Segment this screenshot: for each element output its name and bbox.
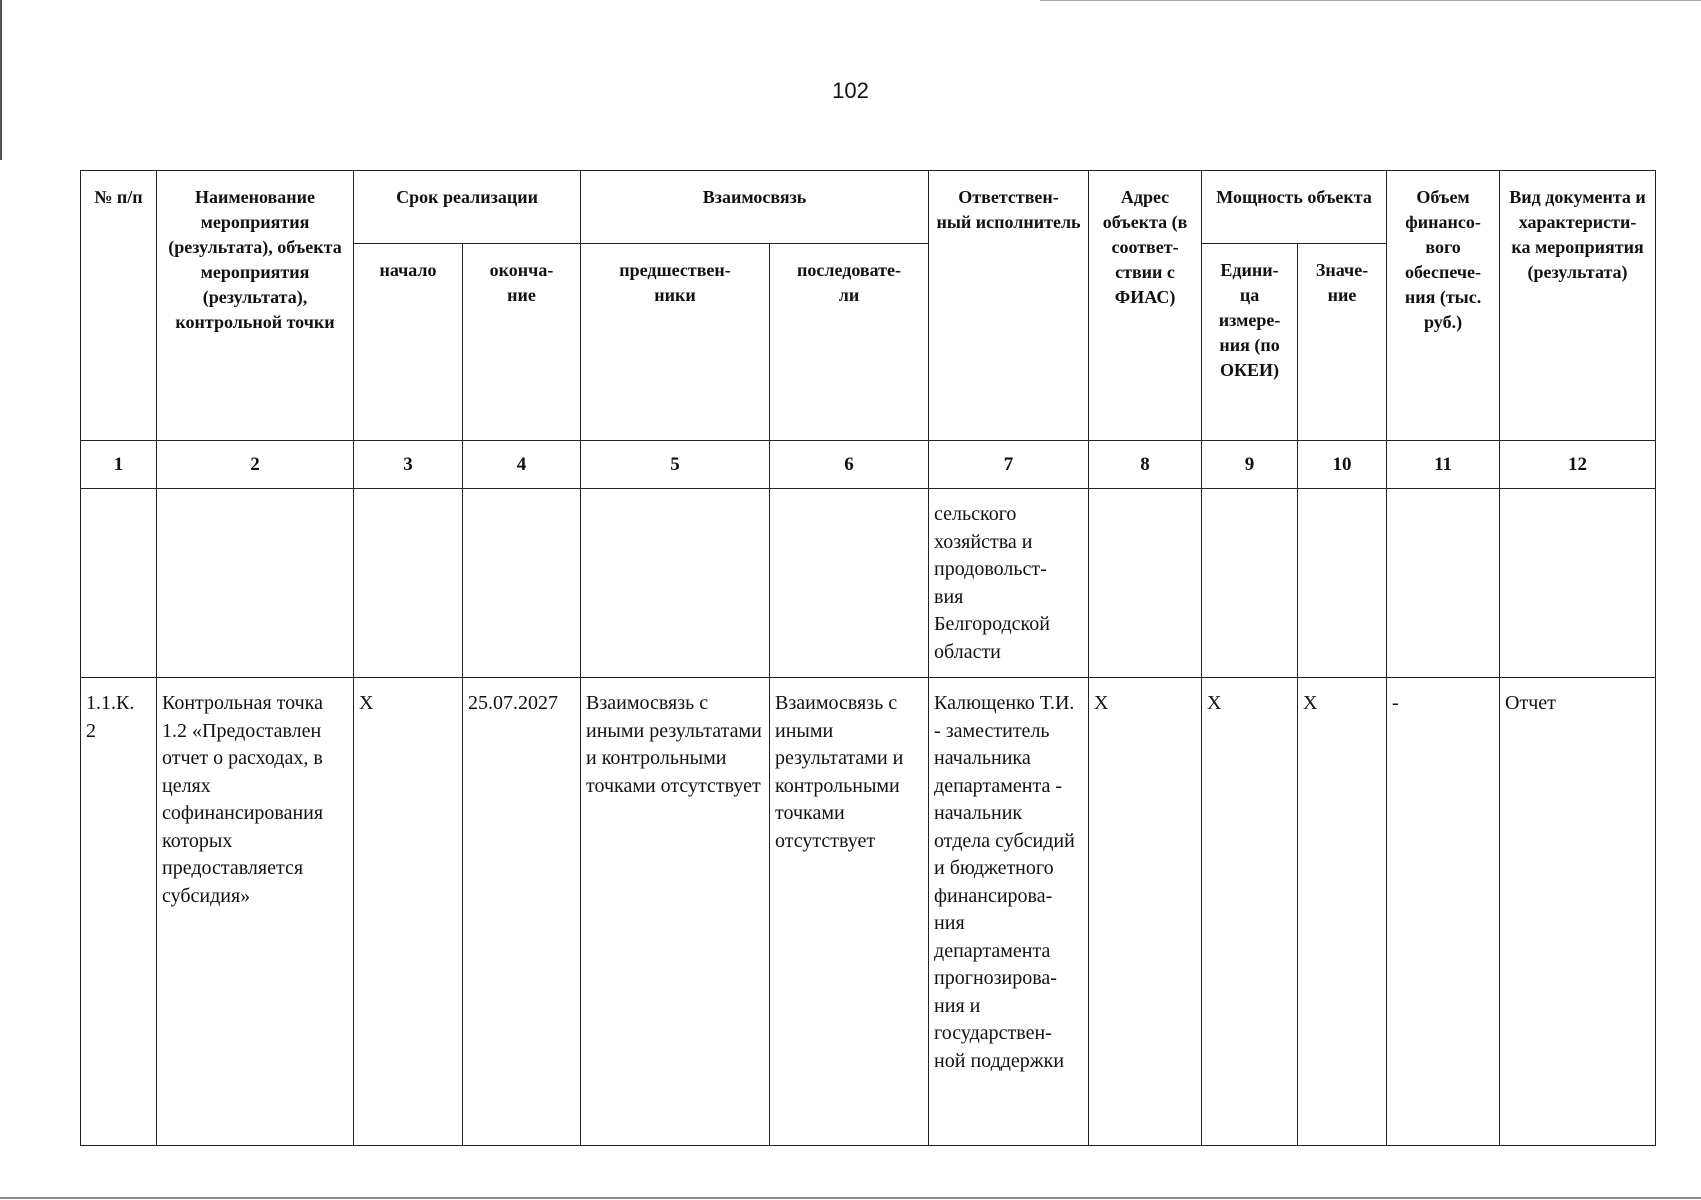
cell-successors: Взаимосвязь с иными результатами и контрольными точками отсутствует: [770, 678, 929, 1146]
cell-finance: [1387, 489, 1500, 678]
header-number: № п/п: [81, 171, 157, 441]
cell-name: Контрольная точка 1.2 «Предоставлен отчет о расходах, в целях софинансирования которых предоставляется субсидия»: [157, 678, 354, 1146]
column-number: 11: [1387, 441, 1500, 489]
header-responsible: Ответствен- ный исполнитель: [929, 171, 1089, 441]
column-number: 6: [770, 441, 929, 489]
plan-table: [80, 170, 1656, 1146]
header-capacity: Мощность объекта: [1202, 171, 1387, 244]
cell-document: Отчет: [1500, 678, 1656, 1146]
cell-address: Х: [1089, 678, 1202, 1146]
cell-name: [157, 489, 354, 678]
cell-unit: Х: [1202, 678, 1298, 1146]
column-number-row: [81, 441, 1656, 489]
cell-predecessors: [581, 489, 770, 678]
header-value: Значе- ние: [1298, 244, 1387, 441]
cell-start: [354, 489, 463, 678]
cell-start: Х: [354, 678, 463, 1146]
column-number: 10: [1298, 441, 1387, 489]
scan-line: [0, 1197, 1701, 1199]
cell-end: 25.07.2027: [463, 678, 581, 1146]
column-number: 9: [1202, 441, 1298, 489]
cell-address: [1089, 489, 1202, 678]
cell-number: [81, 489, 157, 678]
table-row: [81, 489, 1656, 678]
header-unit: Едини- ца измере- ния (по ОКЕИ): [1202, 244, 1298, 441]
cell-number: 1.1.К. 2: [81, 678, 157, 1146]
cell-value: Х: [1298, 678, 1387, 1146]
header-start: начало: [354, 244, 463, 441]
cell-document: [1500, 489, 1656, 678]
cell-responsible: Калющенко Т.И. - заместитель начальника департамента - начальник отдела субсидий и бюджетного финансирова- ния департамента прогнозирова- ния и государствен- ной поддержки: [929, 678, 1089, 1146]
column-number: 4: [463, 441, 581, 489]
page-number: 102: [832, 78, 869, 103]
header-link: Взаимосвязь: [581, 171, 929, 244]
column-number: 1: [81, 441, 157, 489]
cell-finance: -: [1387, 678, 1500, 1146]
header-end: оконча- ние: [463, 244, 581, 441]
header-predecessors: предшествен- ники: [581, 244, 770, 441]
header-finance: Объем финансо- вого обеспече- ния (тыс. руб.): [1387, 171, 1500, 441]
column-number: 7: [929, 441, 1089, 489]
cell-unit: [1202, 489, 1298, 678]
cell-value: [1298, 489, 1387, 678]
cell-successors: [770, 489, 929, 678]
cell-predecessors: Взаимосвязь с иными результатами и контрольными точками отсутствует: [581, 678, 770, 1146]
column-number: 5: [581, 441, 770, 489]
scan-line: [1040, 0, 1701, 1]
column-number: 8: [1089, 441, 1202, 489]
header-period: Срок реализации: [354, 171, 581, 244]
header-successors: последовате- ли: [770, 244, 929, 441]
header-name: Наименование мероприятия (результата), объекта мероприятия (результата), контрольной точки: [157, 171, 354, 441]
header-row-1: [81, 171, 1656, 244]
column-number: 2: [157, 441, 354, 489]
cell-end: [463, 489, 581, 678]
column-number: 12: [1500, 441, 1656, 489]
cell-responsible: сельского хозяйства и продовольст- вия Белгородской области: [929, 489, 1089, 678]
header-document: Вид документа и характеристи- ка мероприятия (результата): [1500, 171, 1656, 441]
header-address: Адрес объекта (в соответ- ствии с ФИАС): [1089, 171, 1202, 441]
table-row: [81, 678, 1656, 1146]
column-number: 3: [354, 441, 463, 489]
